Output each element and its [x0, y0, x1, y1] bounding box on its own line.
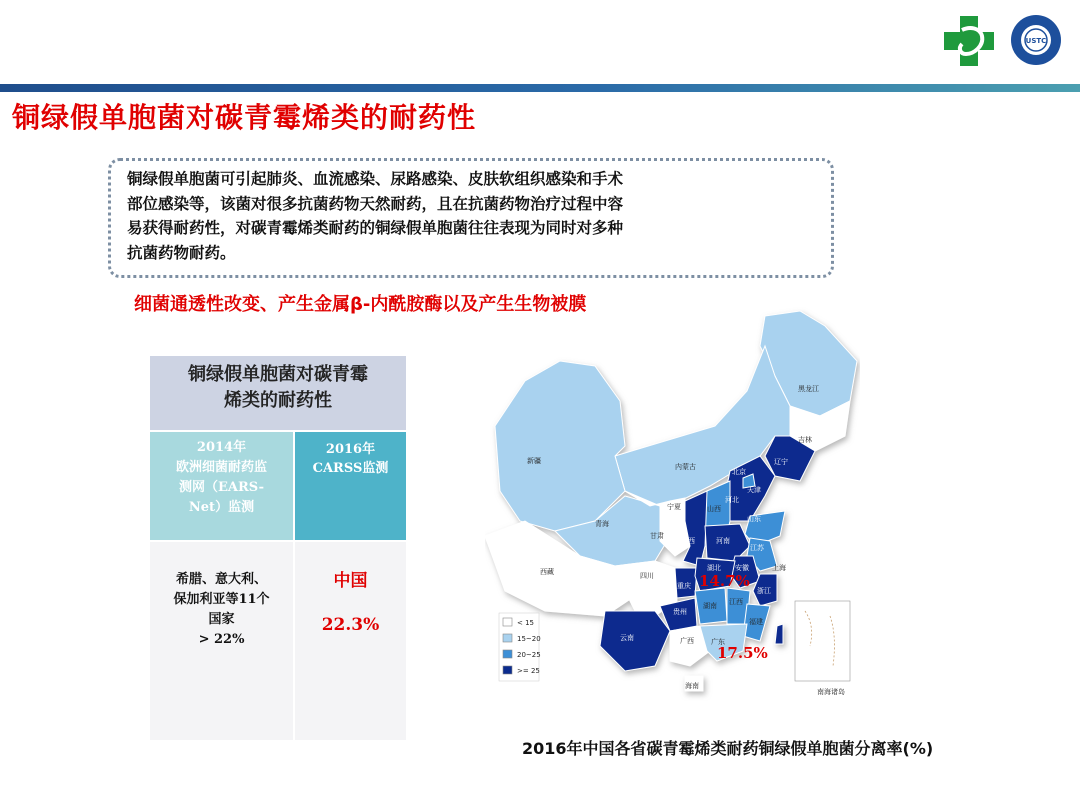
region-shaanxi [683, 491, 707, 566]
region-taiwan [775, 624, 783, 644]
legend-label-1: < 15 [517, 619, 534, 627]
table-header: 铜绿假单胞菌对碳青霉 烯类的耐药性 [149, 355, 407, 431]
value-highlight-central: 14.7% [699, 572, 750, 590]
legend-label-4: >= 25 [517, 667, 540, 675]
label-hunan: 湖南 [703, 602, 717, 610]
region-xinjiang [495, 361, 625, 531]
label-fujian: 福建 [749, 618, 763, 626]
label-ningxia: 宁夏 [667, 503, 681, 511]
legend-swatch-2 [503, 634, 512, 642]
label-inner-mongolia: 内蒙古 [675, 463, 696, 471]
cell-china-value: 中国 22.3% [294, 541, 407, 741]
label-qinghai: 青海 [595, 520, 609, 528]
region-yunnan [600, 611, 670, 671]
label-shandong: 山东 [747, 515, 761, 523]
value-highlight-south: 17.5% [717, 644, 768, 662]
intro-textbox [108, 158, 834, 278]
logo-group [942, 14, 1062, 68]
label-shaanxi: 陕西 [681, 537, 695, 545]
legend-label-2: 15~20 [517, 635, 541, 643]
col-header-ears-net: 2014年 欧洲细菌耐药监 测网（EARS- Net）监测 [149, 431, 294, 541]
intro-line: 部位感染等，该菌对很多抗菌药物天然耐药，且在抗菌药物治疗过程中容 [127, 193, 624, 213]
label-chongqing: 重庆 [677, 582, 691, 590]
label-shanxi: 山西 [707, 505, 721, 513]
header-divider-bar [0, 84, 1080, 92]
label-hebei: 河北 [725, 496, 739, 504]
svg-text:USTC: USTC [1025, 37, 1047, 45]
label-henan: 河南 [716, 537, 730, 545]
legend-label-3: 20~25 [517, 651, 541, 659]
label-liaoning: 辽宁 [774, 458, 788, 466]
legend-swatch-4 [503, 666, 512, 674]
label-anhui: 安徽 [735, 564, 749, 572]
label-tianjin: 天津 [747, 486, 761, 494]
label-jiangsu: 江苏 [750, 544, 764, 552]
label-tibet: 西藏 [540, 568, 554, 576]
mechanism-line: 细菌通透性改变、产生金属β-内酰胺酶以及产生生物被膜 [134, 294, 587, 315]
label-heilongjiang: 黑龙江 [798, 385, 819, 393]
label-shanghai: 上海 [772, 564, 786, 572]
south-china-sea-inset [795, 601, 850, 681]
legend-swatch-1 [503, 618, 512, 626]
legend-swatch-3 [503, 650, 512, 658]
label-guangdong: 广东 [711, 638, 725, 646]
university-seal-icon [1010, 14, 1062, 66]
intro-line: 易获得耐药性，对碳青霉烯类耐药的铜绿假单胞菌往往表现为同时对多种 [127, 218, 624, 237]
cell-europe-value: 希腊、意大利、 保加利亚等11个 国家 > 22% [149, 541, 294, 741]
label-hubei: 湖北 [707, 564, 721, 572]
label-guangxi: 广西 [680, 637, 694, 645]
page-title: 铜绿假单胞菌对碳青霉烯类的耐药性 [12, 101, 477, 134]
label-yunnan: 云南 [620, 634, 634, 642]
label-xinjiang: 新疆 [527, 457, 541, 465]
label-beijing: 北京 [732, 468, 746, 476]
label-guizhou: 贵州 [673, 608, 687, 616]
resistance-table [148, 354, 408, 742]
label-hainan: 海南 [685, 682, 699, 690]
label-jiangxi: 江西 [729, 598, 743, 606]
label-jilin: 吉林 [798, 436, 812, 444]
label-zhejiang: 浙江 [757, 587, 771, 595]
label-south-china-sea: 南海诸岛 [817, 688, 845, 696]
label-sichuan: 四川 [640, 572, 654, 580]
china-resistance-map [485, 306, 860, 701]
map-caption: 2016年中国各省碳青霉烯类耐药铜绿假单胞菌分离率(%) [522, 739, 934, 758]
hospital-logo-icon [942, 14, 996, 68]
label-gansu: 甘肃 [650, 532, 664, 540]
intro-line: 铜绿假单胞菌可引起肺炎、血流感染、尿路感染、皮肤软组织感染和手术 [127, 169, 624, 188]
col-header-carss: 2016年 CARSS监测 [294, 431, 407, 541]
intro-line: 抗菌药物耐药。 [127, 242, 236, 262]
map-legend [499, 613, 541, 681]
